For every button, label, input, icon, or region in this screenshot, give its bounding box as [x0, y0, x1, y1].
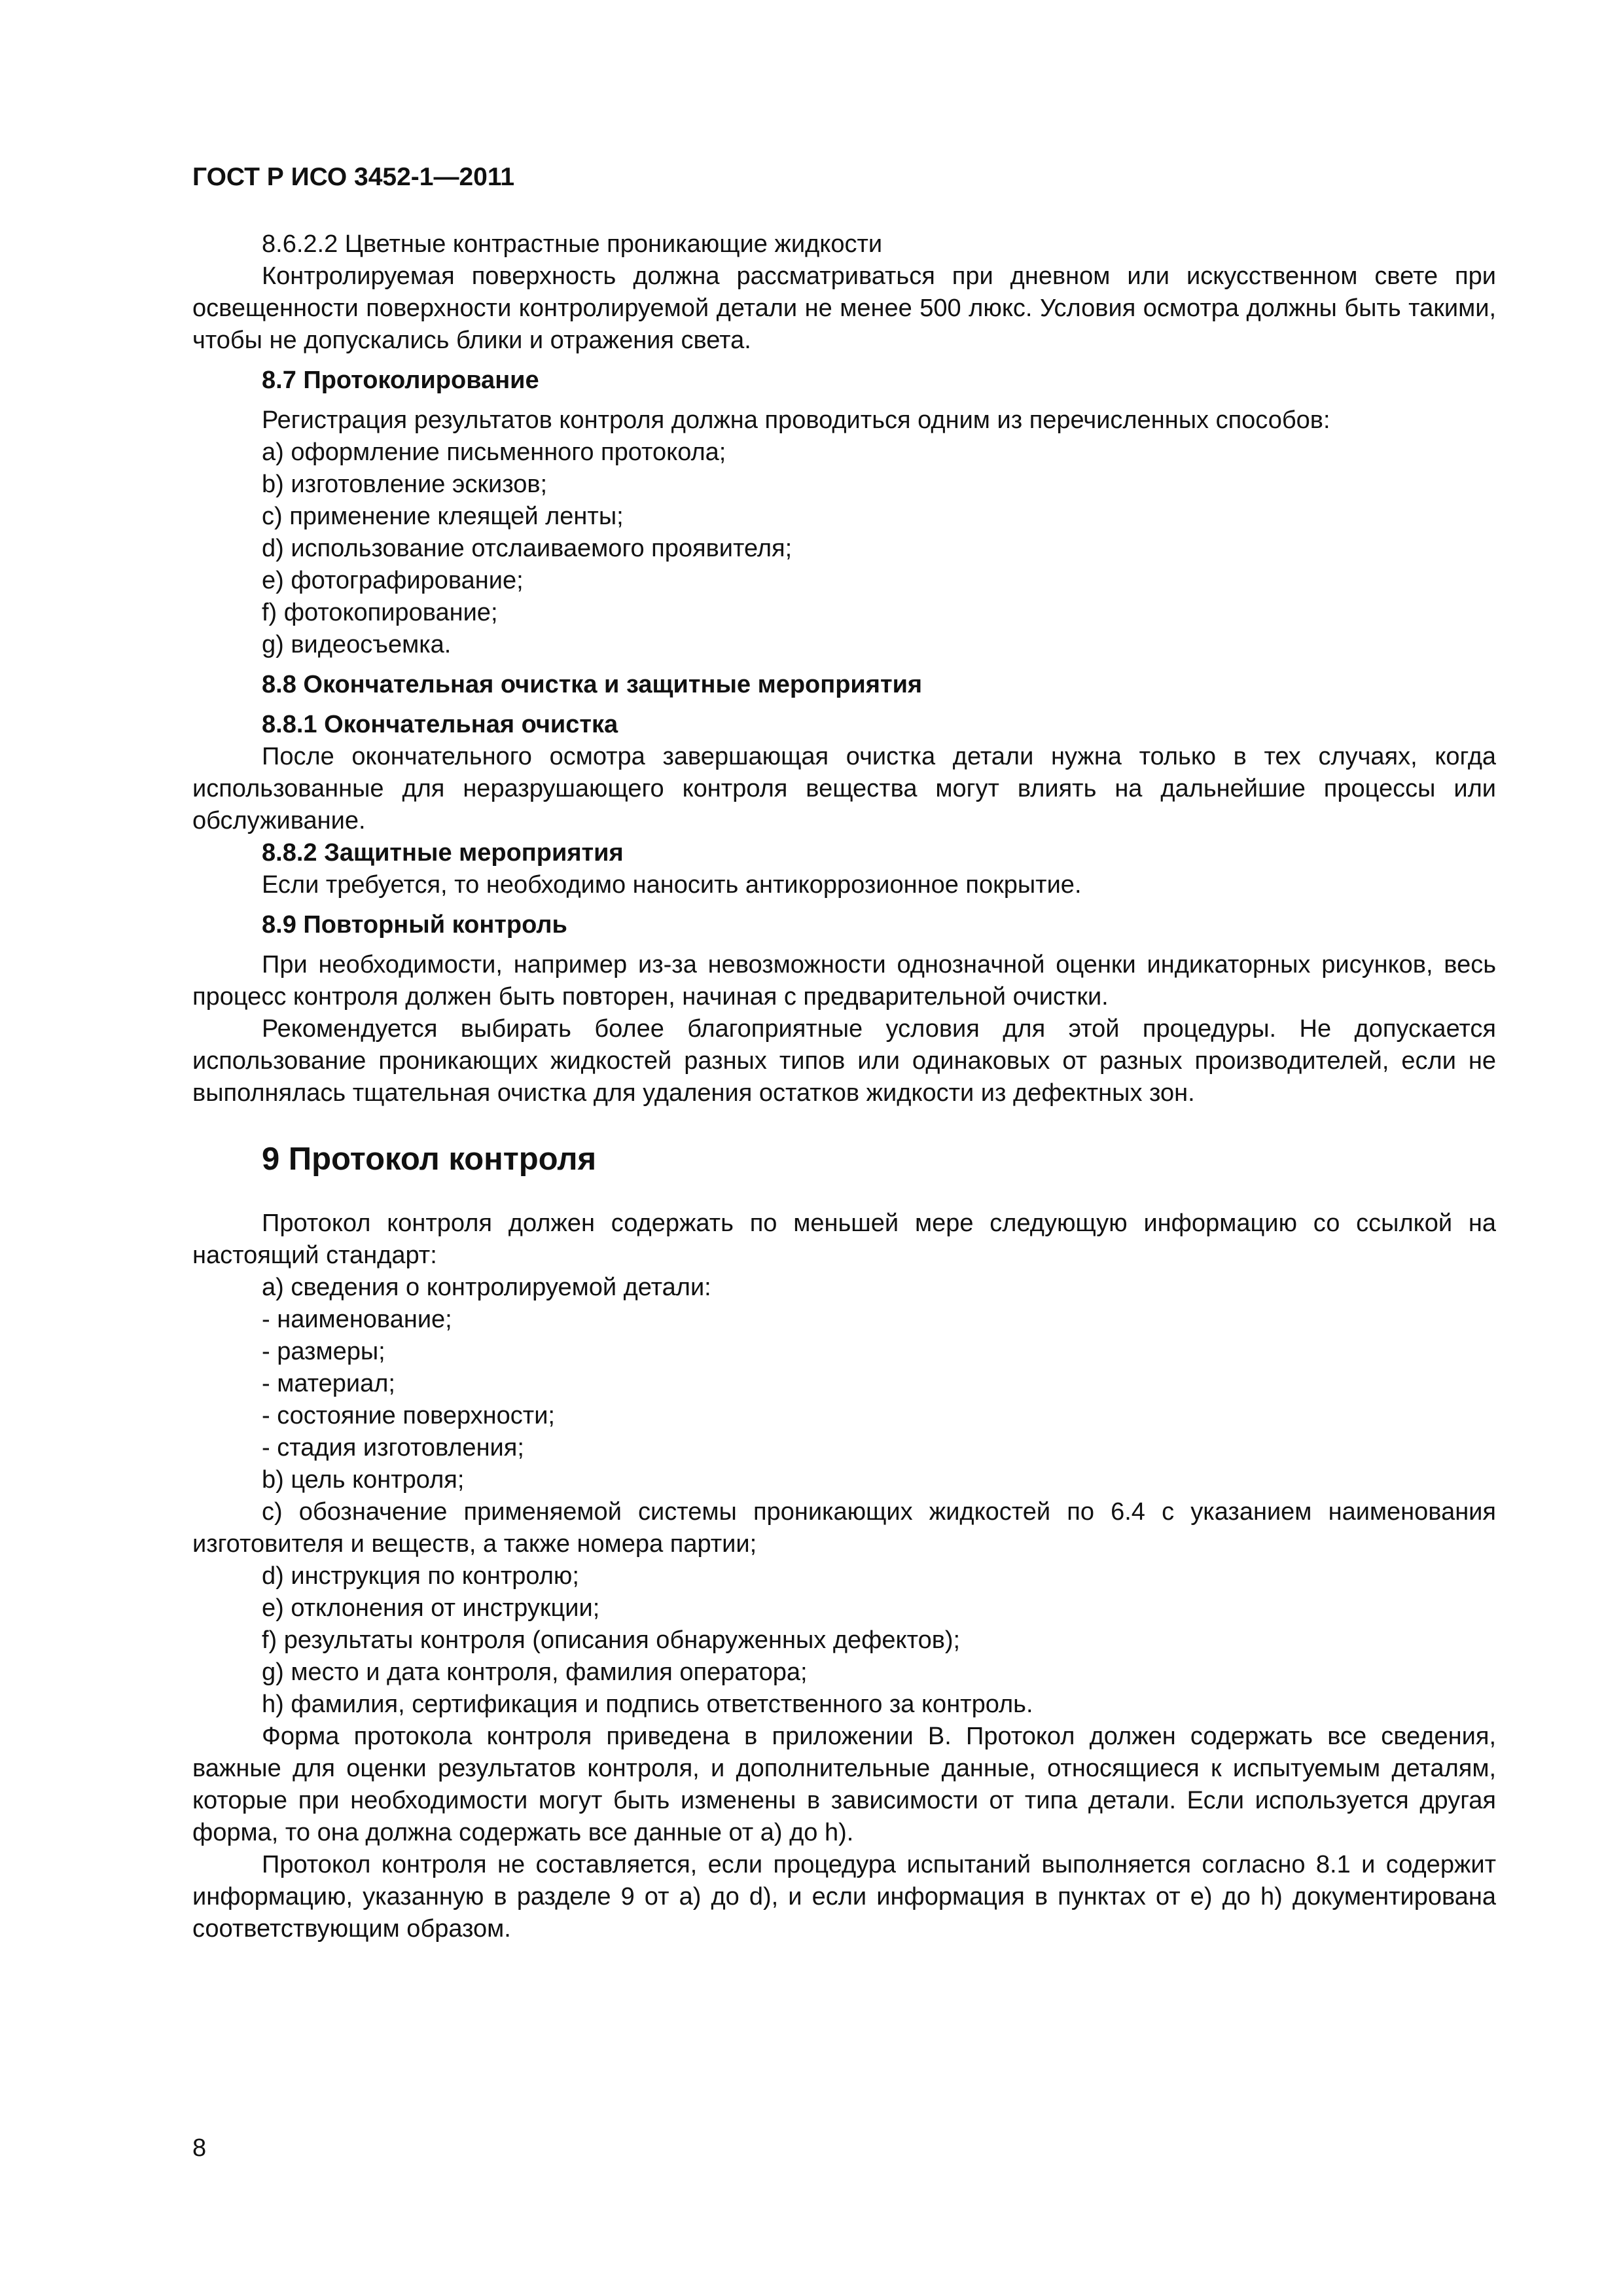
page-number: 8 [192, 2134, 207, 2162]
section-8-7-heading: 8.7 Протоколирование [262, 367, 539, 394]
list-item: b) цель контроля; [262, 1466, 465, 1494]
list-item: d) использование отслаиваемого проявителя; [262, 535, 793, 562]
section-8-9-paragraph: Рекомендуется выбирать более благоприятные условия для этой процедуры. Не допускается использование проникающих жидкостей разных типов или одинаковых от разных производителей, если не выполнялась тщательная очистка для удаления остатков жидкости из дефектных зон. [192, 1015, 1496, 1107]
list-item: e) фотографирование; [262, 567, 524, 594]
list-item: b) изготовление эскизов; [262, 471, 548, 498]
section-8-8-heading: 8.8 Окончательная очистка и защитные мероприятия [262, 671, 923, 698]
list-item: h) фамилия, сертификация и подпись ответственного за контроль. [262, 1691, 1033, 1718]
section-8-8-2-text: Если требуется, то необходимо наносить антикоррозионное покрытие. [262, 871, 1082, 899]
list-item: a) сведения о контролируемой детали: [262, 1274, 711, 1301]
list-item: f) результаты контроля (описания обнаруженных дефектов); [262, 1626, 961, 1654]
list-item: c) применение клеящей ленты; [262, 503, 624, 530]
section-8-6-2-2-title: 8.6.2.2 Цветные контрастные проникающие жидкости [262, 230, 883, 258]
section-8-8-1-heading: 8.8.1 Окончательная очистка [262, 711, 618, 738]
section-9-heading: 9 Протокол контроля [262, 1141, 597, 1177]
dash-item: - наименование; [262, 1306, 452, 1333]
section-8-7-intro: Регистрация результатов контроля должна проводиться одним из перечисленных способов: [262, 406, 1330, 434]
dash-item: - материал; [262, 1370, 395, 1397]
section-8-8-1-text: После окончательного осмотра завершающая очистка детали нужна только в тех случаях, когда использованные для неразрушающего контроля вещества могут влиять на дальнейшие процессы или обслуживание. [192, 743, 1496, 834]
list-item: f) фотокопирование; [262, 599, 498, 626]
section-8-8-2-heading: 8.8.2 Защитные мероприятия [262, 839, 624, 867]
page-content [192, 228, 1496, 1945]
list-item: c) обозначение применяемой системы проникающих жидкостей по 6.4 с указанием наименования изготовителя и веществ, а также номера партии; [192, 1498, 1496, 1558]
section-9-intro: Протокол контроля должен содержать по меньшей мере следующую информацию со ссылкой на настоящий стандарт: [192, 1210, 1496, 1269]
dash-item: - стадия изготовления; [262, 1434, 524, 1462]
section-8-9-heading: 8.9 Повторный контроль [262, 911, 567, 939]
section-9-form-paragraph: Форма протокола контроля приведена в приложении В. Протокол должен содержать все сведения, важные для оценки результатов контроля, и дополнительные данные, относящиеся к испытуемым деталям, которые при необходимости могут быть изменены в зависимости от типа детали. Если используется другая форма, то она должна содержать все данные от a) до h). [192, 1723, 1496, 1846]
dash-item: - размеры; [262, 1338, 385, 1365]
section-9-final-paragraph: Протокол контроля не составляется, если процедура испытаний выполняется согласно 8.1 и содержит информацию, указанную в разделе 9 от a) до d), и если информация в пунктах от e) до h) документирована соответствующим образом. [192, 1851, 1496, 1943]
list-item: g) место и дата контроля, фамилия оператора; [262, 1659, 808, 1686]
list-item: d) инструкция по контролю; [262, 1562, 579, 1590]
section-8-6-2-2-text: Контролируемая поверхность должна рассматриваться при дневном или искусственном свете при освещенности поверхности контролируемой детали не менее 500 люкс. Условия осмотра должны быть такими, чтобы не допускались блики и отражения света. [192, 262, 1496, 354]
section-8-9-paragraph: При необходимости, например из-за невозможности однозначной оценки индикаторных рисунков, весь процесс контроля должен быть повторен, начиная с предварительной очистки. [192, 951, 1496, 1011]
list-item: a) оформление письменного протокола; [262, 439, 726, 466]
list-item: g) видеосъемка. [262, 631, 452, 658]
list-item: e) отклонения от инструкции; [262, 1594, 600, 1622]
dash-item: - состояние поверхности; [262, 1402, 555, 1429]
document-header: ГОСТ Р ИСО 3452-1—2011 [192, 163, 515, 191]
